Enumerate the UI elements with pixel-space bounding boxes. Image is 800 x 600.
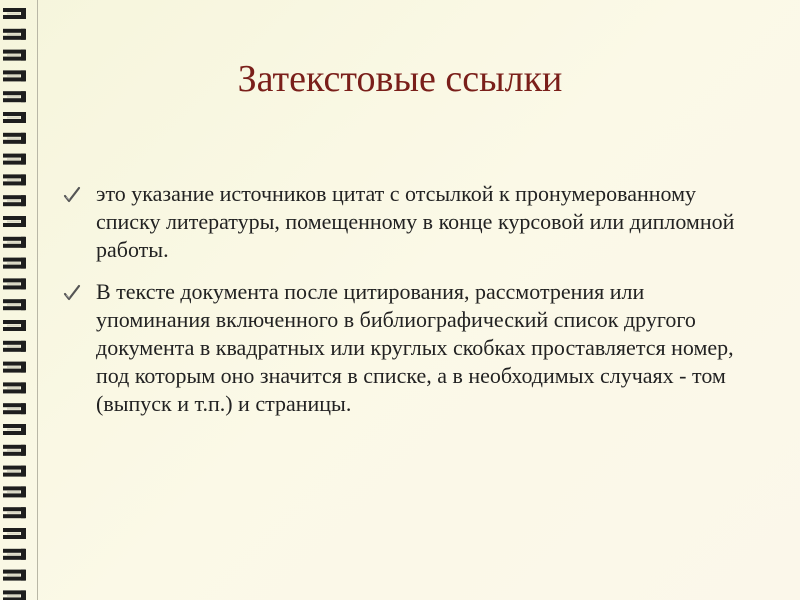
checkmark-icon bbox=[62, 185, 82, 205]
binding-ring bbox=[3, 403, 26, 414]
binding-ring bbox=[3, 570, 26, 581]
binding-ring bbox=[3, 382, 26, 393]
binding-ring bbox=[3, 320, 26, 331]
binding-ring bbox=[3, 29, 26, 40]
checkmark-icon bbox=[62, 283, 82, 303]
binding-ring bbox=[3, 507, 26, 518]
binding-ring bbox=[3, 258, 26, 269]
binding-ring bbox=[3, 466, 26, 477]
binding-ring bbox=[3, 8, 26, 19]
binding-ring bbox=[3, 590, 26, 600]
list-item bbox=[62, 278, 762, 418]
bullet-list bbox=[62, 180, 762, 432]
binding-ring bbox=[3, 237, 26, 248]
binding-ring bbox=[3, 112, 26, 123]
binding-ring bbox=[3, 174, 26, 185]
binding-ring bbox=[3, 299, 26, 310]
binding-ring bbox=[3, 154, 26, 165]
binding-ring bbox=[3, 486, 26, 497]
binding-ring bbox=[3, 216, 26, 227]
binding-ring bbox=[3, 195, 26, 206]
slide-title: Затекстовые ссылки bbox=[237, 58, 563, 100]
binding-ring bbox=[3, 528, 26, 539]
list-item bbox=[62, 180, 762, 264]
binding-ring bbox=[3, 133, 26, 144]
binding-ring bbox=[3, 278, 26, 289]
binding-ring bbox=[3, 362, 26, 373]
binding-ring bbox=[3, 549, 26, 560]
binding-ring bbox=[3, 341, 26, 352]
binding-ring bbox=[3, 445, 26, 456]
bullet-text: В тексте документа после цитирования, рассмотрения или упоминания включенного в библиографический список другого документа в квадратных или круглых скобках проставляется номер, под которым оно значится в списке, а в необходимых случаях - том (выпуск и т.п.) и страницы. bbox=[96, 279, 734, 416]
binding-ring bbox=[3, 424, 26, 435]
bullet-text: это указание источников цитат с отсылкой к пронумерованному списку литературы, помещенному в конце курсовой или дипломной работы. bbox=[96, 181, 735, 262]
